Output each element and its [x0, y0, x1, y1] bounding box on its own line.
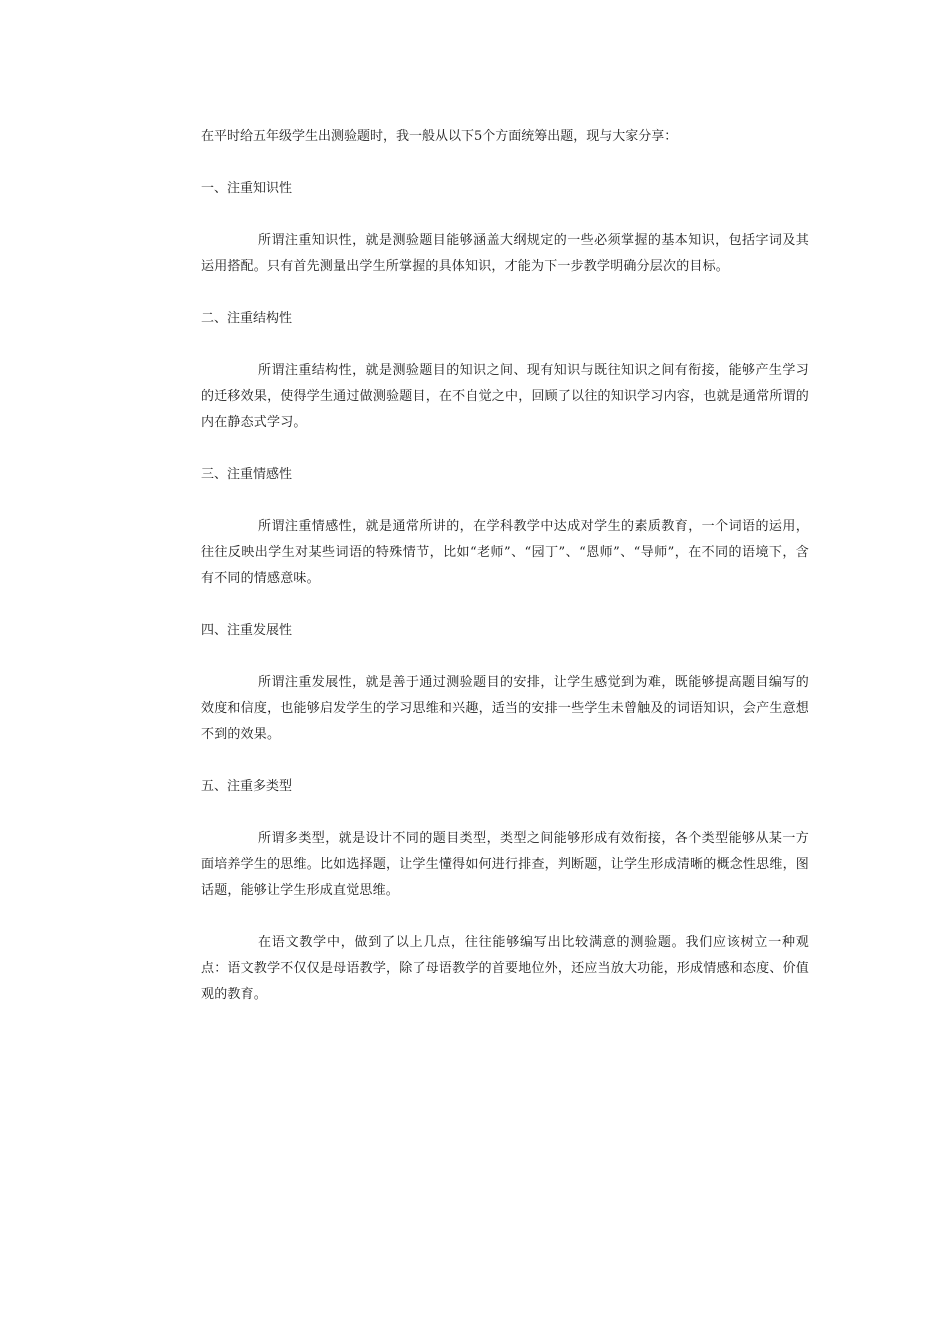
section-body: 所谓注重发展性，就是善于通过测验题目的安排，让学生感觉到为难，既能够提高题目编写的效度和信度，也能够启发学生的学习思维和兴趣，适当的安排一些学生未曾触及的词语知识，会产生意想不到的效果。 [201, 675, 809, 742]
section-heading: 五、注重多类型 [201, 779, 293, 794]
section-variety [201, 774, 809, 904]
section-body: 所谓注重情感性，就是通常所讲的，在学科教学中达成对学生的素质教育，一个词语的运用，往往反映出学生对某些词语的特殊情节，比如“老师”、“园丁”、“恩师”、“导师”，在不同的语境下，含有不同的情感意味。 [201, 519, 809, 586]
section-heading: 三、注重情感性 [201, 467, 293, 482]
intro-paragraph: 在平时给五年级学生出测验题时，我一般从以下5个方面统筹出题，现与大家分享： [201, 129, 678, 144]
section-heading: 四、注重发展性 [201, 623, 293, 638]
section-emotion [201, 462, 809, 592]
document-page [201, 124, 809, 1034]
section-body: 所谓注重知识性，就是测验题目能够涵盖大纲规定的一些必须掌握的基本知识，包括字词及其运用搭配。只有首先测量出学生所掌握的具体知识，才能为下一步教学明确分层次的目标。 [201, 233, 809, 274]
section-body: 所谓多类型，就是设计不同的题目类型，类型之间能够形成有效衔接，各个类型能够从某一方面培养学生的思维。比如选择题，让学生懂得如何进行排查，判断题，让学生形成清晰的概念性思维，图话题，能够让学生形成直觉思维。 [201, 831, 809, 898]
conclusion-paragraph: 在语文教学中，做到了以上几点，往往能够编写出比较满意的测验题。我们应该树立一种观点：语文教学不仅仅是母语教学，除了母语教学的首要地位外，还应当放大功能，形成情感和态度、价值观的教育。 [201, 935, 809, 1002]
section-knowledge [201, 176, 809, 280]
section-development [201, 618, 809, 748]
section-body: 所谓注重结构性，就是测验题目的知识之间、现有知识与既往知识之间有衔接，能够产生学习的迁移效果，使得学生通过做测验题目，在不自觉之中，回顾了以往的知识学习内容，也就是通常所谓的内在静态式学习。 [201, 363, 809, 430]
section-structure [201, 306, 809, 436]
section-heading: 一、注重知识性 [201, 181, 293, 196]
section-heading: 二、注重结构性 [201, 311, 293, 326]
